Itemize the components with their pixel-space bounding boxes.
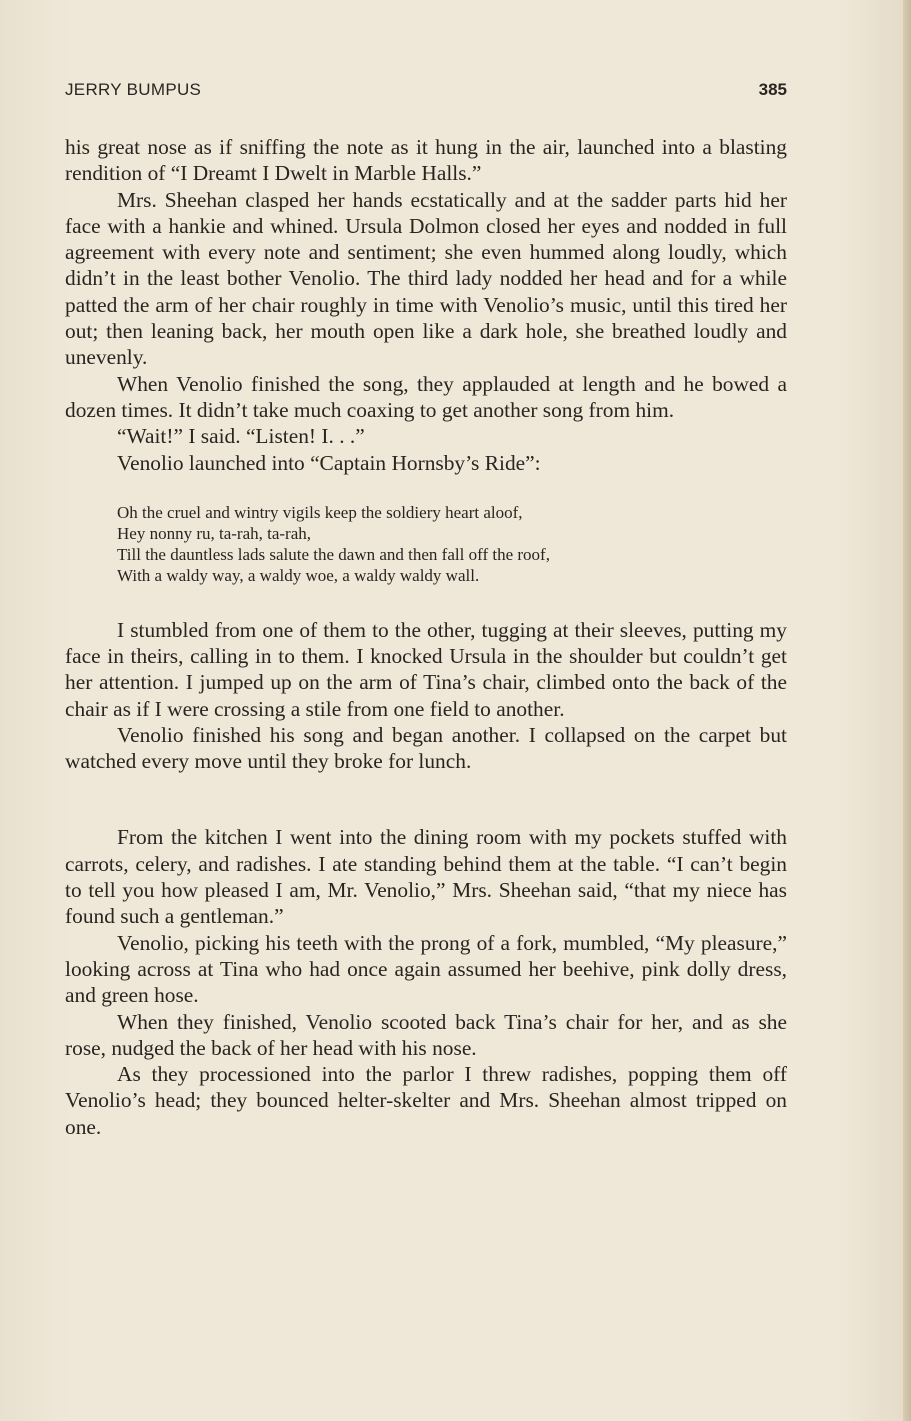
paragraph: When Venolio finished the song, they applauded at length and he bowed a dozen times. It didn’t take much coaxing to get another song from him.	[65, 371, 787, 422]
paragraph: “Wait!” I said. “Listen! I. . .”	[117, 424, 365, 449]
paragraph: I stumbled from one of them to the other, tugging at their sleeves, putting my face in theirs, calling in to them. I knocked Ursula in the shoulder but couldn’t get her attention. I jumped up on the arm of Tina’s chair, climbed onto the back of the chair as if I were crossing a stile from one field to another.	[65, 617, 787, 721]
page-gutter	[903, 0, 911, 1421]
section-break	[65, 774, 787, 824]
paragraph: As they processioned into the parlor I threw radishes, popping them off Venolio’s head; they bounced helter-skelter and Mrs. Sheehan almost tripped on one.	[65, 1062, 787, 1139]
paragraph: When they finished, Venolio scooted back Tina’s chair for her, and as she rose, nudged the back of her head with his nose.	[65, 1009, 787, 1060]
verse-line: Hey nonny ru, ta-rah, ta-rah,	[117, 524, 312, 544]
verse-line: Till the dauntless lads salute the dawn and then fall off the roof,	[117, 545, 550, 565]
running-title: JERRY BUMPUS	[65, 80, 202, 99]
paragraph: his great nose as if sniffing the note as it hung in the air, launched into a blasting rendition of “I Dreamt I Dwelt in Marble Halls.”	[65, 135, 787, 186]
paragraph: Venolio finished his song and began another. I collapsed on the carpet but watched every move until they broke for lunch.	[65, 722, 787, 774]
verse-line: With a waldy way, a waldy woe, a waldy waldy wall.	[117, 566, 480, 586]
verse-line: Oh the cruel and wintry vigils keep the soldiery heart aloof,	[117, 502, 523, 522]
song-verse	[117, 502, 787, 587]
paragraph: From the kitchen I went into the dining room with my pockets stuffed with carrots, celery, and radishes. I ate standing behind them at the table. “I can’t begin to tell you how pleased I am, Mr. Venolio,” Mrs. Sheehan said, “that my niece has found such a gentleman.”	[65, 825, 787, 929]
paragraph: Venolio, picking his teeth with the prong of a fork, mumbled, “My pleasure,” looking across at Tina who had once again assumed her beehive, pink dolly dress, and green hose.	[65, 930, 787, 1008]
page-number: 385	[758, 80, 787, 99]
paragraph: Venolio launched into “Captain Hornsby’s Ride”:	[117, 450, 541, 475]
paragraph: Mrs. Sheehan clasped her hands ecstatically and at the sadder parts hid her face with a hankie and whined. Ursula Dolmon closed her eyes and nodded in full agreement with every note and sentiment; she even hummed along loudly, which didn’t in the least bother Venolio. The third lady nodded her head and for a while patted the arm of her chair roughly in time with Venolio’s music, until this tired her out; then leaning back, her mouth open like a dark hole, she breathed loudly and unevenly.	[65, 187, 787, 370]
page-body	[65, 134, 787, 1140]
running-header	[65, 80, 787, 104]
